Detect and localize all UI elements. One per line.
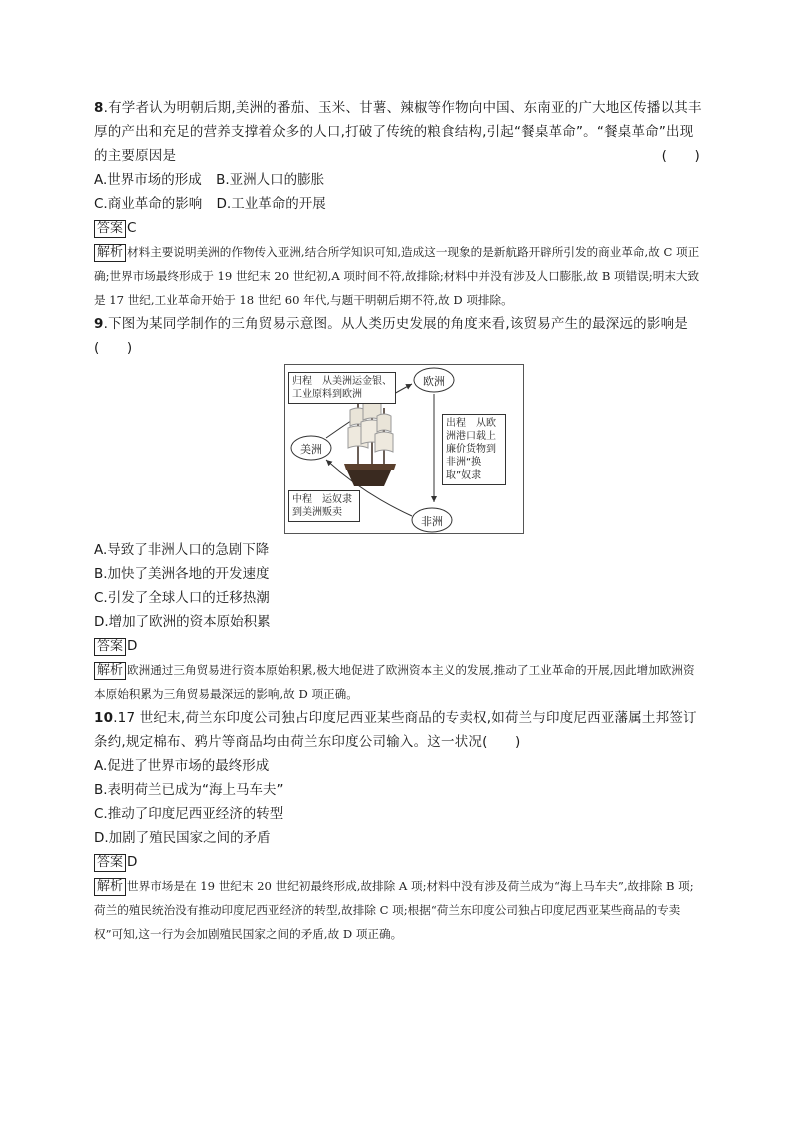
explanation-text: 欧洲通过三角贸易进行资本原始积累,极大地促进了欧洲资本主义的发展,推动了工业革命的开展,因此增加欧洲资本原始积累为三角贸易最深远的影响,故 D 项正确。 (94, 663, 695, 701)
question-8 (94, 96, 704, 168)
question-number: 10 (94, 710, 114, 726)
question-text: .17 世纪末,荷兰东印度公司独占印度尼西亚某些商品的专卖权,如荷兰与印度尼西亚藩属土邦签订条约,规定棉布、鸦片等商品均由荷兰东印度公司输入。这一状况( ) (94, 710, 697, 750)
answer-tag: 答案 (94, 220, 126, 238)
answer-value: D (127, 638, 138, 654)
option-a: A.世界市场的形成 (94, 172, 202, 188)
question-10 (94, 706, 704, 754)
middle-route-box: 中程 运奴隶到美洲贩卖 (288, 490, 360, 522)
question-number: 8 (94, 100, 104, 116)
explain-tag: 解析 (94, 662, 126, 680)
question-9 (94, 312, 704, 360)
option-b: B.亚洲人口的膨胀 (216, 172, 325, 188)
option-b: B.加快了美洲各地的开发速度 (94, 566, 270, 582)
options-row-2 (94, 192, 704, 216)
option-a: A.导致了非洲人口的急剧下降 (94, 542, 270, 558)
answer-blank: ( ) (661, 148, 700, 164)
option-b: B.表明荷兰已成为“海上马车夫” (94, 782, 284, 798)
explanation (94, 874, 704, 946)
outbound-route-box: 出程 从欧洲港口载上廉价货物到非洲“换取”奴隶 (442, 414, 506, 485)
answer-value: C (127, 220, 137, 236)
explain-tag: 解析 (94, 878, 126, 896)
explanation-text: 世界市场是在 19 世纪末 20 世纪初最终形成,故排除 A 项;材料中没有涉及荷兰成为“海上马车夫”,故排除 B 项;荷兰的殖民统治没有推动印度尼西亚经济的转型,故排除 C 项;根据“荷兰东印度公司独占印度尼西亚某些商品的专卖权”可知,这一行为会加剧殖民国家之间的矛盾,故 D 项正确。 (94, 879, 694, 941)
answer-line (94, 634, 704, 658)
answer-line (94, 850, 704, 874)
return-route-box: 归程 从美洲运金银、工业原料到欧洲 (288, 372, 396, 404)
explanation-text: 材料主要说明美洲的作物传入亚洲,结合所学知识可知,造成这一现象的是新航路开辟所引发的商业革命,故 C 项正确;世界市场最终形成于 19 世纪末 20 世纪初,A 项时间不符,故排除;材料中并没有涉及人口膨胀,故 B 项错误;明末大致是 17 世纪,工业革命开始于 18 世纪 60 年代,与题干明朝后期不符,故 D 项排除。 (94, 245, 700, 307)
triangle-trade-figure (284, 364, 524, 534)
answer-tag: 答案 (94, 854, 126, 872)
explain-tag: 解析 (94, 244, 126, 262)
option-c: C.商业革命的影响 (94, 196, 203, 212)
option-c: C.引发了全球人口的迁移热潮 (94, 590, 270, 606)
question-text: .有学者认为明朝后期,美洲的番茄、玉米、甘薯、辣椒等作物向中国、东南亚的广大地区传播以其丰厚的产出和充足的营养支撑着众多的人口,打破了传统的粮食结构,引起“餐桌革命”。“餐桌革命”出现的主要原因是 (94, 100, 702, 164)
question-text: .下图为某同学制作的三角贸易示意图。从人类历史发展的角度来看,该贸易产生的最深远的影响是( ) (94, 316, 688, 356)
answer-value: D (127, 854, 138, 870)
question-number: 9 (94, 316, 104, 332)
page (94, 96, 704, 946)
america-label: 美洲 (300, 443, 322, 456)
africa-label: 非洲 (421, 515, 443, 528)
option-d: D.加剧了殖民国家之间的矛盾 (94, 830, 271, 846)
answer-line (94, 216, 704, 240)
answer-tag: 答案 (94, 638, 126, 656)
option-d: D.工业革命的开展 (216, 196, 326, 212)
option-c: C.推动了印度尼西亚经济的转型 (94, 806, 284, 822)
europe-label: 欧洲 (423, 375, 445, 388)
option-d: D.增加了欧洲的资本原始积累 (94, 614, 271, 630)
option-a: A.促进了世界市场的最终形成 (94, 758, 270, 774)
explanation (94, 658, 704, 706)
explanation (94, 240, 704, 312)
options-row-1 (94, 168, 704, 192)
